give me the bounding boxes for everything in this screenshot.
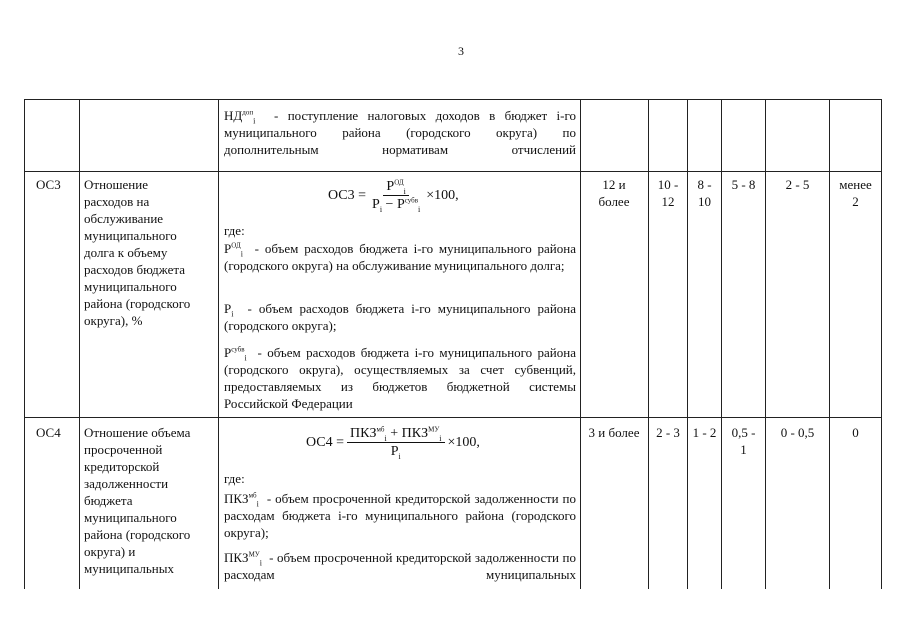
os4-code-label: ОС4 (36, 425, 61, 440)
os4-value-6: 0 (852, 425, 859, 440)
os3-value-4: 5 - 8 (731, 177, 756, 192)
os3-value-2: 10 - 12 (657, 177, 679, 209)
os3-code-label: ОС3 (36, 177, 61, 192)
os3-formula: ОС3 = $\frac{P^{ОД}_i}{P_i - P^{субв}_i}$ ×100, (328, 178, 459, 214)
nd-symbol: $НД^{доп}_i$ (224, 108, 256, 126)
os3-value-5: 2 - 5 (785, 177, 810, 192)
os4-value-1: 3 и более (588, 425, 640, 440)
os4-def-2: $ПКЗ^{МУ}_i$ - объем просроченной кредиторской задолженности по расходам муниципальных (224, 550, 576, 582)
os4-where: где: (224, 471, 245, 486)
os3-def-1: $P^{ОД}_i$ - объем расходов бюджета i-го муниципального района (городского округа) на обслуживание муниципального долга; (224, 241, 576, 273)
os3-name: Отношение расходов на обслуживание муниципального долга к объему расходов бюджета муниципального района (городского округа), % (84, 177, 191, 328)
nd-definition (224, 107, 576, 158)
os4-value-2: 2 - 3 (656, 425, 680, 440)
os4-name: Отношение объема просроченной кредиторской задолженности бюджета муниципального района (городского округа) и муниципальных (84, 425, 191, 576)
page-number: 3 (458, 44, 464, 58)
os3-def-3: $P^{субв}_i$ - объем расходов бюджета i-го муниципального района (городского округа), осуществляемых за счет субвенций, предоставляемых из бюджетов бюджетной системы Российской Федерации (224, 345, 576, 411)
nd-definition-text: - поступление налоговых доходов в бюджет i-го муниципального района (городского округа) по дополнительным нормативам отчислений (224, 108, 576, 157)
os4-formula: ОС4 = $\frac{ПКЗ^{мб}_i + ПКЗ^{МУ}_i}{P_i}$ ×100, (306, 425, 480, 461)
os3-value-6: менее 2 (839, 177, 872, 209)
os4-value-3: 1 - 2 (692, 425, 717, 440)
os4-def-1: $ПКЗ^{мб}_i$ - объем просроченной кредиторской задолженности по расходам бюджета i-го муниципального района (городского округа); (224, 491, 576, 540)
os4-value-4: 0,5 - 1 (731, 425, 756, 457)
os3-value-1: 12 и более (598, 177, 630, 209)
os3-def-2: $P_i$ - объем расходов бюджета i-го муниципального района (городского округа); (224, 301, 576, 333)
os3-value-3: 8 - 10 (697, 177, 712, 209)
os3-where: где: (224, 223, 245, 238)
os4-value-5: 0 - 0,5 (780, 425, 815, 440)
